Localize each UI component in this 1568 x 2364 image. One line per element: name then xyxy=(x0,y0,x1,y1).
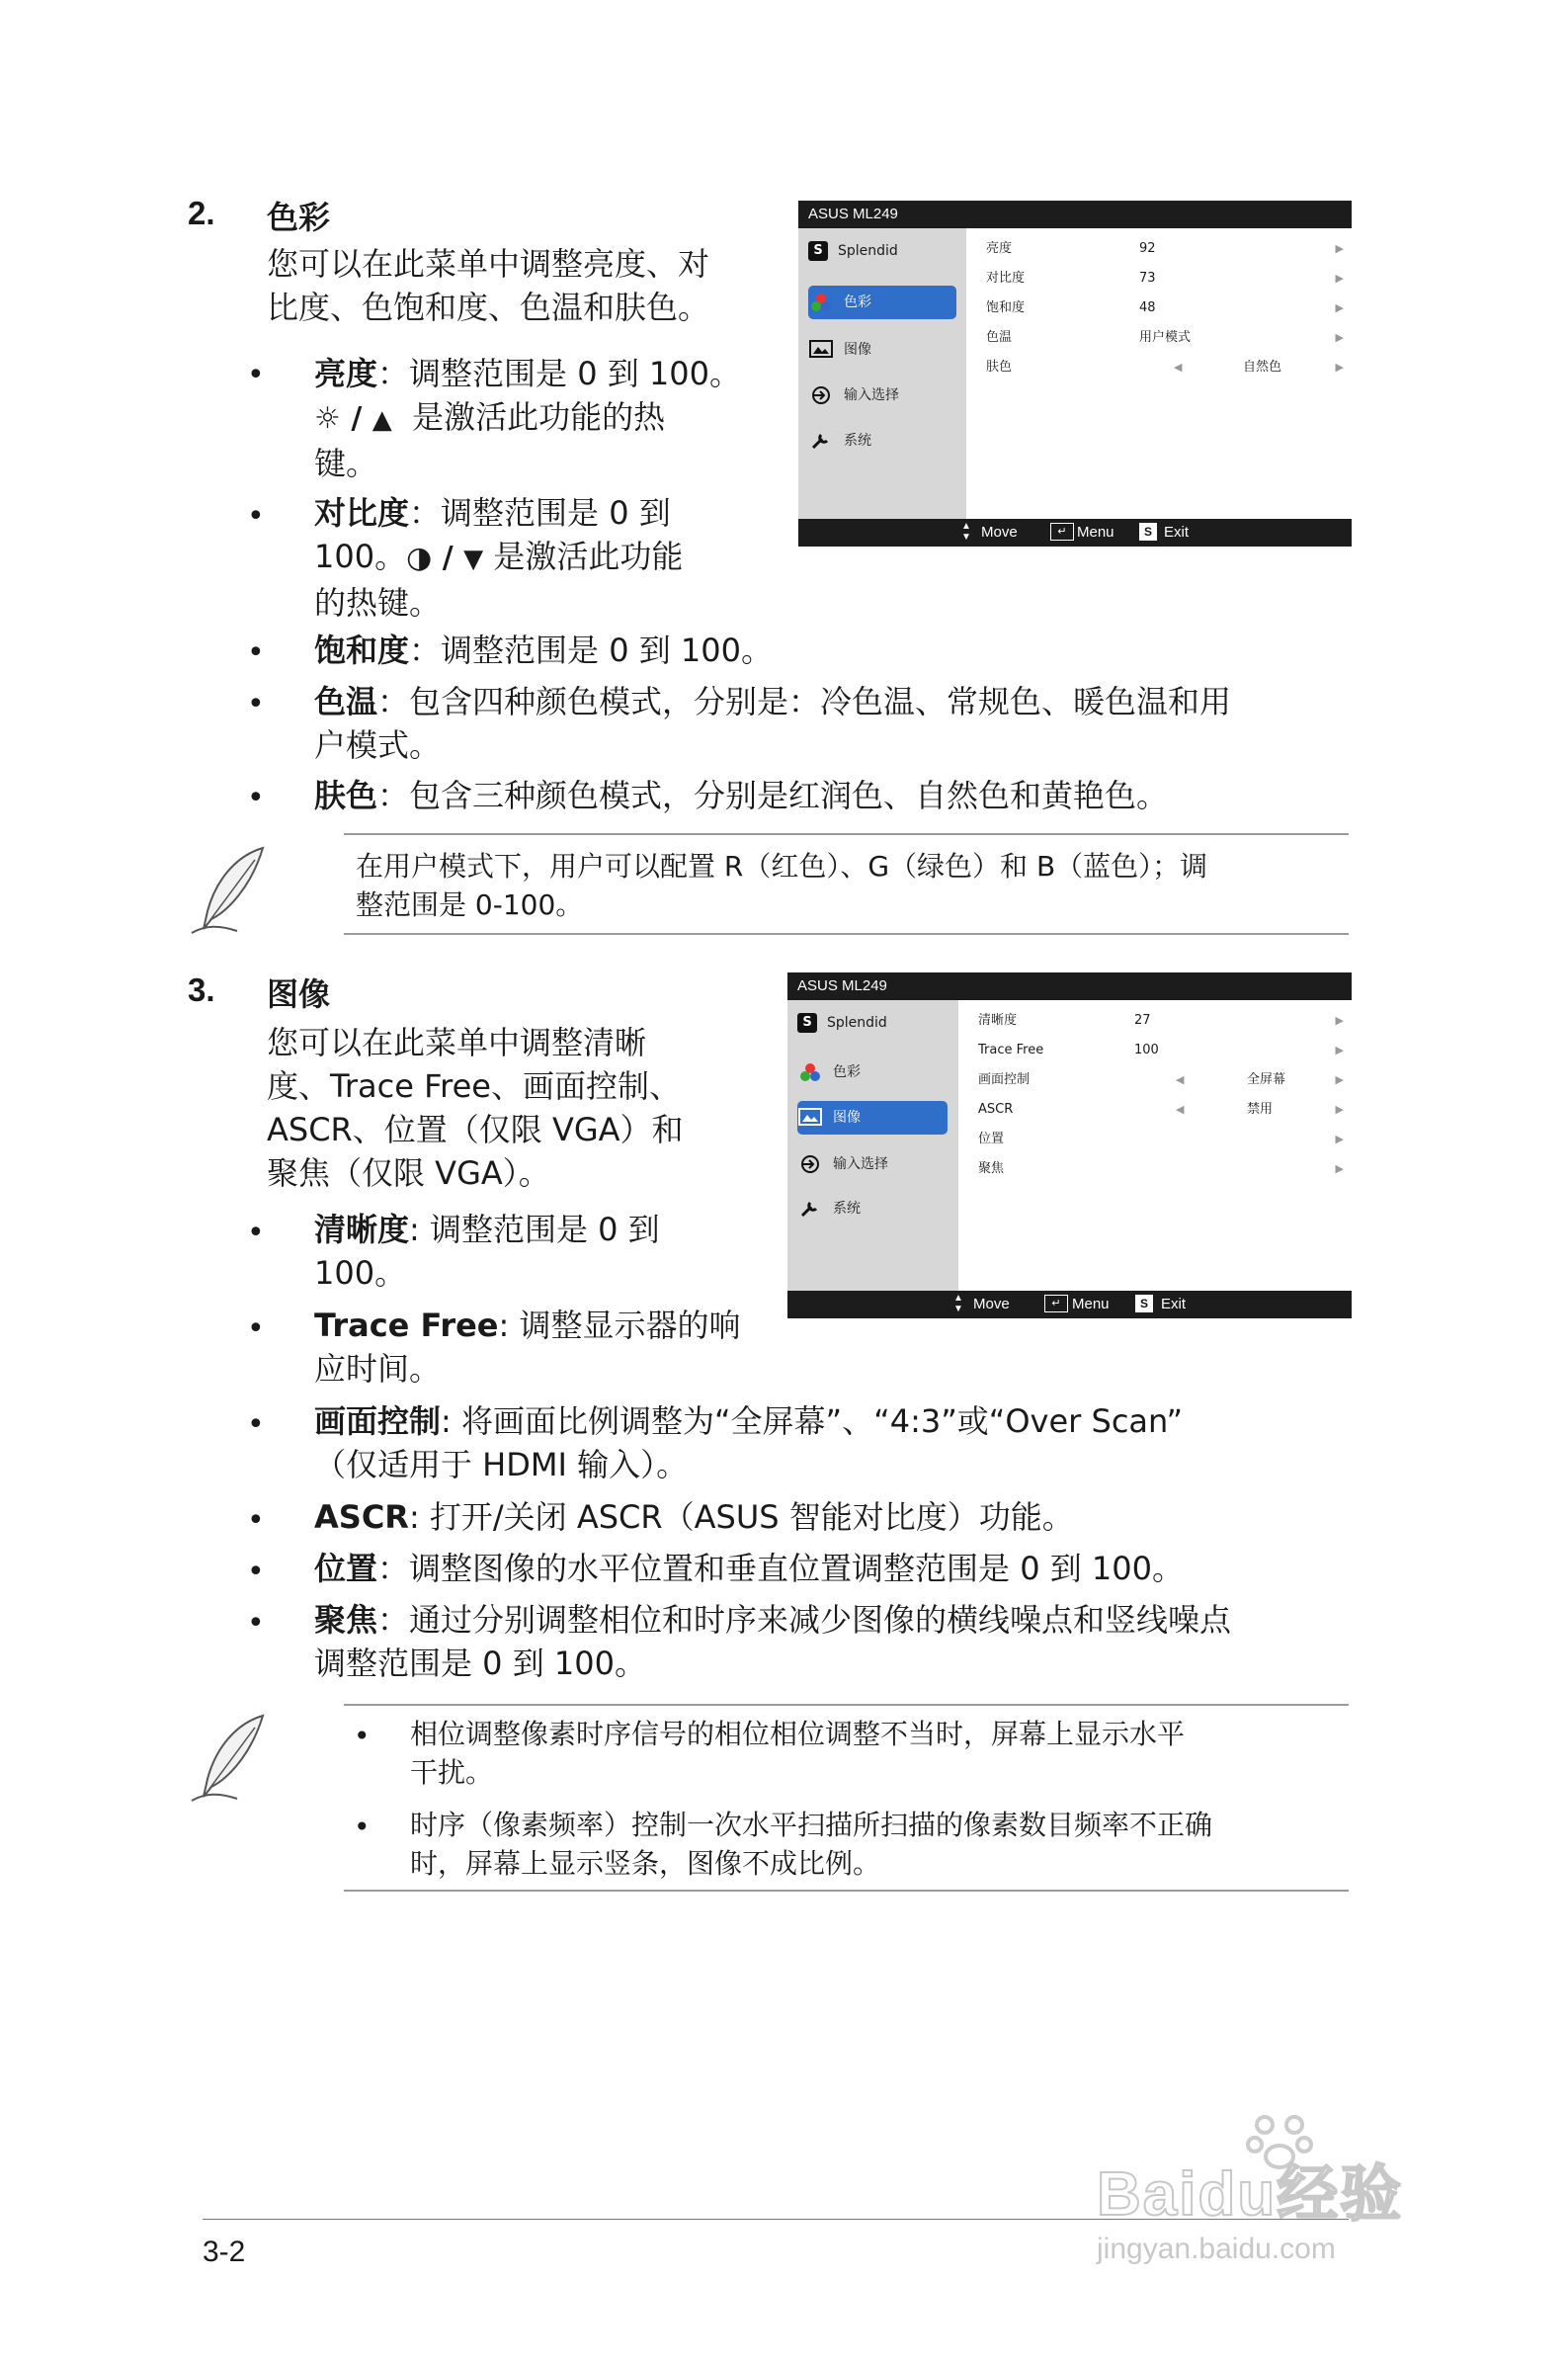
osd-menu-color[interactable] xyxy=(797,1055,946,1089)
bullet-text: 是激活此功能的热 xyxy=(412,398,666,436)
image-icon xyxy=(808,340,834,360)
osd-menu-image[interactable] xyxy=(808,333,956,367)
bullet-text: 调整范围是 0 到 100。 xyxy=(314,1645,646,1682)
osd-menu-color[interactable] xyxy=(808,286,956,319)
footer-menu-label: Menu xyxy=(1077,524,1114,541)
arrow-left-icon: ◀ xyxy=(1176,1073,1185,1086)
note-rule-bottom xyxy=(344,1890,1349,1892)
osd-settings-panel xyxy=(966,228,1352,519)
bullet-aspect-control xyxy=(314,1399,1183,1486)
move-icon: ▲ ▼ xyxy=(953,1293,963,1314)
section-title: 色彩 xyxy=(267,199,331,236)
bullet-sep: ： xyxy=(377,683,410,720)
note-bullet-dot: • xyxy=(354,1811,371,1843)
footer-exit-label: Exit xyxy=(1161,1296,1187,1312)
bullet-text: 户模式。 xyxy=(314,726,442,764)
osd-menu-system[interactable] xyxy=(808,424,956,458)
bullet-dot: • xyxy=(247,635,265,670)
bullet-term: 饱和度 xyxy=(314,632,410,669)
arrow-right-icon: ▶ xyxy=(1335,301,1344,314)
osd-title: ASUS ML249 xyxy=(787,972,1352,1000)
osd-row-ascr[interactable] xyxy=(958,1095,1352,1125)
watermark-brand: Baidu经验 xyxy=(1097,2160,1404,2229)
row-value: 48 xyxy=(1139,300,1156,315)
bullet-focus xyxy=(314,1598,1231,1685)
row-label: 聚焦 xyxy=(978,1161,1005,1176)
bullet-text: 调整范围是 0 到 xyxy=(429,1211,660,1248)
exit-s-icon: S xyxy=(1135,1295,1153,1312)
note-line: 整范围是 0-100。 xyxy=(356,888,584,921)
bullet-text: 100。 xyxy=(314,538,407,575)
osd-color-menu xyxy=(798,201,1352,547)
bullet-term: 亮度 xyxy=(314,355,378,392)
osd-row-aspect-control[interactable] xyxy=(958,1065,1352,1095)
bullet-sep: ： xyxy=(409,494,442,532)
bullet-term: 位置 xyxy=(314,1550,378,1587)
osd-row-contrast[interactable] xyxy=(966,264,1352,294)
footer-move-label: Move xyxy=(973,1296,1010,1312)
footer-menu-label: Menu xyxy=(1072,1296,1110,1312)
bullet-dot: • xyxy=(247,499,265,534)
section-title: 图像 xyxy=(267,975,331,1013)
bullet-text: 包含四种颜色模式，分别是：冷色温、常规色、暖色温和用 xyxy=(409,683,1232,720)
osd-row-saturation[interactable] xyxy=(966,294,1352,323)
footer-exit-label: Exit xyxy=(1164,524,1190,541)
menu-enter-icon: ↵ xyxy=(1044,1295,1068,1312)
intro-line: 您可以在此菜单中调整亮度、对 xyxy=(267,245,710,283)
menu-label: 系统 xyxy=(833,1201,861,1217)
arrow-left-icon: ◀ xyxy=(1174,361,1183,374)
row-label: 对比度 xyxy=(986,271,1026,286)
note-rule-top xyxy=(344,833,1349,835)
triangle-down-icon: ▼ xyxy=(463,545,484,574)
note-line: 干扰。 xyxy=(410,1756,494,1789)
bullet-text: 键。 xyxy=(314,445,378,482)
watermark xyxy=(1097,2115,1404,2265)
bullet-saturation xyxy=(314,629,773,672)
bullet-text: 调整范围是 0 到 xyxy=(441,494,671,532)
row-label: 清晰度 xyxy=(978,1013,1018,1028)
splendid-s-icon: S xyxy=(797,1013,817,1033)
menu-label: 系统 xyxy=(844,433,871,449)
bullet-text: 是激活此功能 xyxy=(493,538,684,575)
row-value: 全屏幕 xyxy=(1247,1072,1286,1087)
row-label: 画面控制 xyxy=(978,1072,1031,1087)
bullet-sep: : xyxy=(408,1498,430,1536)
bullet-text: 通过分别调整相位和时序来减少图像的横线噪点和竖线噪点 xyxy=(409,1601,1232,1639)
color-triad-icon xyxy=(808,293,834,312)
menu-label: 输入选择 xyxy=(833,1156,888,1172)
bullet-dot: • xyxy=(247,1606,265,1641)
splendid-s-icon: S xyxy=(808,241,828,261)
input-select-icon xyxy=(797,1154,823,1174)
bullet-sep: ： xyxy=(377,777,410,814)
bullet-term: Trace Free xyxy=(314,1307,499,1344)
menu-enter-icon: ↵ xyxy=(1050,523,1074,541)
osd-footer xyxy=(787,1291,1352,1318)
bullet-dot: • xyxy=(247,1555,265,1589)
osd-menu-splendid[interactable] xyxy=(797,1006,946,1040)
row-value: 73 xyxy=(1139,271,1156,286)
bullet-skin-tone xyxy=(314,774,1168,817)
osd-row-sharpness[interactable] xyxy=(958,1006,1352,1036)
bullet-dot: • xyxy=(247,1503,265,1538)
bullet-term: 肤色 xyxy=(314,777,378,814)
feather-pen-icon xyxy=(186,1710,275,1809)
note-item xyxy=(410,1806,1212,1883)
row-label: 饱和度 xyxy=(986,300,1026,315)
bullet-term: 色温 xyxy=(314,683,378,720)
bullet-text: 调整图像的水平位置和垂直位置调整范围是 0 到 100。 xyxy=(409,1550,1184,1587)
bullet-text: 包含三种颜色模式，分别是红润色、自然色和黄艳色。 xyxy=(409,777,1169,814)
note-rule-top xyxy=(344,1704,1349,1706)
intro-line: 度、Trace Free、画面控制、 xyxy=(267,1067,681,1105)
bullet-text: 应时间。 xyxy=(314,1350,442,1388)
osd-menu-image[interactable] xyxy=(797,1101,948,1135)
intro-line: 聚焦（仅限 VGA）。 xyxy=(267,1154,550,1192)
menu-label: 色彩 xyxy=(844,295,871,310)
footer-move-label: Move xyxy=(981,524,1018,541)
note-item xyxy=(410,1715,1185,1792)
bullet-position xyxy=(314,1547,1184,1590)
menu-label: 图像 xyxy=(833,1110,861,1126)
arrow-right-icon: ▶ xyxy=(1335,1133,1344,1145)
menu-label: Splendid xyxy=(827,1015,887,1031)
bullet-term: 聚焦 xyxy=(314,1601,378,1639)
osd-title: ASUS ML249 xyxy=(798,201,1352,228)
bullet-text: 打开/关闭 ASCR（ASUS 智能对比度）功能。 xyxy=(429,1498,1074,1536)
note-text xyxy=(356,847,1207,924)
bullet-brightness: 亮度：调整范围是 0 到 100。 ☼ / ▲ 是激活此功能的热 键。 xyxy=(314,352,741,485)
menu-label: 输入选择 xyxy=(844,387,899,403)
note-line: 时序（像素频率）控制一次水平扫描所扫描的像素数目频率不正确 xyxy=(410,1809,1213,1841)
osd-row-focus[interactable] xyxy=(958,1154,1352,1184)
note-line: 相位调整像素时序信号的相位相位调整不当时，屏幕上显示水平 xyxy=(410,1718,1186,1750)
arrow-right-icon: ▶ xyxy=(1335,1162,1344,1175)
row-label: 位置 xyxy=(978,1132,1005,1146)
bullet-text: 100。 xyxy=(314,1254,407,1292)
color-triad-icon xyxy=(797,1062,823,1082)
menu-label: Splendid xyxy=(838,243,898,259)
bullet-color-temp xyxy=(314,680,1231,767)
bullet-sep: ： xyxy=(409,632,442,669)
row-label: 肤色 xyxy=(986,360,1013,375)
row-label: 亮度 xyxy=(986,241,1013,256)
arrow-right-icon: ▶ xyxy=(1335,1073,1344,1086)
bullet-dot: • xyxy=(247,1216,265,1250)
bullet-ascr xyxy=(314,1495,1074,1539)
osd-footer xyxy=(798,519,1352,547)
arrow-right-icon: ▶ xyxy=(1335,272,1344,285)
arrow-right-icon: ▶ xyxy=(1335,1044,1344,1056)
row-label: Trace Free xyxy=(978,1043,1044,1057)
bullet-sep: ： xyxy=(377,1601,410,1639)
bullet-text: 调整范围是 0 到 100。 xyxy=(409,355,741,392)
intro-line: 您可以在此菜单中调整清晰 xyxy=(267,1024,647,1061)
arrow-right-icon: ▶ xyxy=(1335,242,1344,255)
wrench-icon xyxy=(808,431,834,451)
osd-menu-input[interactable] xyxy=(797,1147,946,1181)
note-rule-bottom xyxy=(344,933,1349,935)
note-bullet-dot: • xyxy=(354,1720,371,1752)
input-select-icon xyxy=(808,385,834,405)
bullet-sep: ： xyxy=(377,1550,410,1587)
arrow-right-icon: ▶ xyxy=(1335,361,1344,374)
bullet-sep: ： xyxy=(377,355,410,392)
row-value: 100 xyxy=(1134,1043,1159,1057)
row-value: 27 xyxy=(1134,1013,1151,1028)
bullet-sep: : xyxy=(498,1307,520,1344)
bullet-term: 画面控制 xyxy=(314,1402,442,1440)
intro-text xyxy=(267,1021,684,1195)
bullet-dot: • xyxy=(247,1407,265,1442)
image-icon xyxy=(797,1108,823,1128)
bullet-sharpness xyxy=(314,1208,660,1295)
osd-image-menu xyxy=(787,972,1352,1318)
osd-row-brightness[interactable] xyxy=(966,234,1352,264)
bullet-dot: • xyxy=(247,358,265,392)
bullet-term: ASCR xyxy=(314,1498,409,1536)
bullet-sep: : xyxy=(409,1211,430,1248)
osd-row-color-temp[interactable] xyxy=(966,323,1352,353)
row-value: 92 xyxy=(1139,241,1156,256)
arrow-right-icon: ▶ xyxy=(1335,1103,1344,1116)
wrench-icon xyxy=(797,1199,823,1219)
bullet-sep: : xyxy=(441,1402,461,1440)
row-value: 禁用 xyxy=(1247,1102,1274,1117)
osd-settings-panel xyxy=(958,1000,1352,1291)
row-value: 用户模式 xyxy=(1139,330,1192,345)
watermark-url: jingyan.baidu.com xyxy=(1097,2233,1336,2265)
intro-line: ASCR、位置（仅限 VGA）和 xyxy=(267,1111,684,1148)
note-line: 时，屏幕上显示竖条，图像不成比例。 xyxy=(410,1847,881,1880)
bullet-text: 调整范围是 0 到 100。 xyxy=(441,632,773,669)
intro-line: 比度、色饱和度、色温和肤色。 xyxy=(267,289,710,326)
intro-text xyxy=(267,242,709,329)
bullet-term: 对比度 xyxy=(314,494,410,532)
bullet-trace-free xyxy=(314,1304,740,1391)
section-number: 2. xyxy=(188,195,215,231)
arrow-right-icon: ▶ xyxy=(1335,1014,1344,1027)
row-label: 色温 xyxy=(986,330,1013,345)
bullet-contrast: 对比度：调整范围是 0 到 100。◑ / ▼ 是激活此功能 的热键。 xyxy=(314,491,683,625)
menu-label: 色彩 xyxy=(833,1064,861,1080)
move-icon: ▲ ▼ xyxy=(961,521,971,543)
section-number: 3. xyxy=(188,971,215,1008)
triangle-up-icon: ▲ xyxy=(371,405,392,435)
osd-row-skin-tone[interactable] xyxy=(966,353,1352,382)
bullet-text: 调整显示器的响 xyxy=(519,1307,741,1344)
feather-pen-icon xyxy=(186,842,275,941)
page-number: 3-2 xyxy=(203,2236,246,2268)
arrow-left-icon: ◀ xyxy=(1176,1103,1185,1116)
bullet-term: 清晰度 xyxy=(314,1211,410,1248)
note-line: 在用户模式下，用户可以配置 R（红色）、G（绿色）和 B（蓝色）；调 xyxy=(356,850,1208,883)
bullet-dot: • xyxy=(247,1311,265,1346)
osd-menu-input[interactable] xyxy=(808,379,956,412)
bullet-text: 将画面比例调整为“全屏幕”、“4:3”或“Over Scan” xyxy=(460,1402,1184,1440)
exit-s-icon: S xyxy=(1139,523,1157,541)
osd-menu-splendid[interactable] xyxy=(808,234,956,268)
bullet-text: 的热键。 xyxy=(314,584,442,622)
bullet-dot: • xyxy=(247,687,265,721)
contrast-icon: ◑ xyxy=(406,541,433,575)
bullet-text: （仅适用于 HDMI 输入）。 xyxy=(314,1446,689,1483)
sun-icon: ☼ xyxy=(314,401,341,436)
osd-row-position[interactable] xyxy=(958,1125,1352,1154)
osd-row-trace-free[interactable] xyxy=(958,1036,1352,1065)
row-label: ASCR xyxy=(978,1102,1014,1117)
bullet-dot: • xyxy=(247,781,265,815)
row-value: 自然色 xyxy=(1243,360,1282,375)
osd-menu-system[interactable] xyxy=(797,1192,946,1225)
arrow-right-icon: ▶ xyxy=(1335,331,1344,344)
menu-label: 图像 xyxy=(844,342,871,358)
